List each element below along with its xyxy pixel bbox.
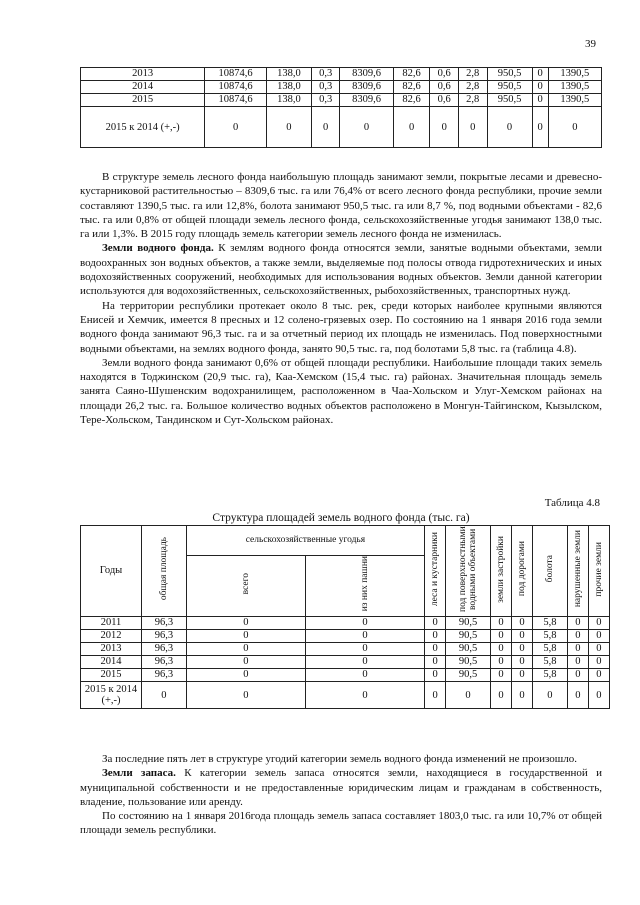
table-cell: 2015 xyxy=(81,669,142,682)
paragraph-rivers: На территории республики протекает около 8 тыс. рек, среди которых наиболее крупными являются Енисей и Хемчик, имеется 8 пресных и 12 солено-грязевых озер. По состоянию на 1 января 2016 года земли водного фонда занимают 96,3 тыс. га и за отчетный период их площадь не изменилась. Под поверхностными водными объектами, на землях водного фонда, занято 90,5 тыс. га, под болотами 5,8 тыс. га (таблица 4.8). xyxy=(80,299,602,355)
table-cell: 0 xyxy=(588,630,609,643)
table-cell: 8309,6 xyxy=(340,94,393,107)
table-cell: 96,3 xyxy=(142,656,187,669)
table-cell: 0 xyxy=(393,107,430,148)
table-cell: 0 xyxy=(512,669,533,682)
table-cell: 0 xyxy=(266,107,311,148)
table-cell: 0 xyxy=(305,669,424,682)
table-cell: 0 xyxy=(567,643,588,656)
table-row xyxy=(81,656,610,669)
header-swamps-text: болота xyxy=(544,555,555,583)
table-cell: 950,5 xyxy=(487,94,532,107)
paragraph-reserve-definition xyxy=(80,766,602,809)
table-cell: 82,6 xyxy=(393,94,430,107)
table-row xyxy=(81,643,610,656)
table-cell: 10874,6 xyxy=(205,94,267,107)
table-cell: 0,3 xyxy=(311,94,340,107)
header-total-text: общая площадь xyxy=(158,537,169,601)
table-cell: 90,5 xyxy=(446,669,491,682)
table-cell: 5,8 xyxy=(533,630,568,643)
table-cell: 0 xyxy=(425,682,446,709)
table-cell: 0 xyxy=(567,682,588,709)
table-cell: 0 xyxy=(490,669,511,682)
table-cell: 0 xyxy=(588,669,609,682)
table-cell: 0 xyxy=(567,617,588,630)
header-other xyxy=(588,526,609,617)
table-cell: 2013 xyxy=(81,68,205,81)
table-cell: 96,3 xyxy=(142,617,187,630)
table-cell: 0 xyxy=(588,643,609,656)
table-cell: 0 xyxy=(487,107,532,148)
header-disturbed-text: нарушенные земли xyxy=(572,530,583,608)
table-cell: 10874,6 xyxy=(205,81,267,94)
table-cell: 0 xyxy=(186,643,305,656)
table-cell: 0 xyxy=(186,656,305,669)
table-row xyxy=(81,94,602,107)
table-row xyxy=(81,68,602,81)
heading-reserve-lands: Земли запаса. xyxy=(102,767,176,780)
table-cell: 96,3 xyxy=(142,630,187,643)
header-surface-water xyxy=(446,526,491,617)
table-cell: 0 xyxy=(425,630,446,643)
table-cell: 0 xyxy=(446,682,491,709)
table-row xyxy=(81,630,610,643)
table-cell: 8309,6 xyxy=(340,81,393,94)
table-cell: 0 xyxy=(532,107,548,148)
table-cell: 0 xyxy=(567,656,588,669)
table-cell: 2,8 xyxy=(458,94,487,107)
table-cell: 0 xyxy=(305,656,424,669)
table-cell: 0 xyxy=(490,617,511,630)
table-cell: 0 xyxy=(340,107,393,148)
table-cell: 8309,6 xyxy=(340,68,393,81)
header-agri-all xyxy=(186,555,305,616)
table-cell: 2,8 xyxy=(458,68,487,81)
table-cell: 82,6 xyxy=(393,81,430,94)
table-cell: 0 xyxy=(425,656,446,669)
table-cell: 0 xyxy=(425,617,446,630)
header-roads-text: под дорогами xyxy=(517,541,528,597)
reserve-definition-text: К категории земель запаса относятся земли, находящиеся в государственной и муниципальной собственности и не предоставленные юридическим лицам и гражданам в собственность, владение, пользование или аренду. xyxy=(80,767,602,808)
table-cell: 0 xyxy=(186,669,305,682)
table-cell: 2012 xyxy=(81,630,142,643)
table-cell: 5,8 xyxy=(533,643,568,656)
table-cell: 0 xyxy=(186,617,305,630)
table-cell: 0,6 xyxy=(430,68,459,81)
forest-fund-table-body xyxy=(81,68,602,148)
table-cell: 138,0 xyxy=(266,94,311,107)
table-cell: 0 xyxy=(490,630,511,643)
table-cell: 90,5 xyxy=(446,630,491,643)
header-total xyxy=(142,526,187,617)
table-cell: 0 xyxy=(490,656,511,669)
header-buildings-text: земли застройки xyxy=(495,535,506,603)
table-cell: 0,3 xyxy=(311,81,340,94)
table-cell: 0 xyxy=(142,682,187,709)
table-cell: 10874,6 xyxy=(205,68,267,81)
table-cell: 0,6 xyxy=(430,81,459,94)
table-cell: 90,5 xyxy=(446,656,491,669)
table-cell: 0 xyxy=(205,107,267,148)
header-surface-water-text: под поверхностными водными объектами xyxy=(458,526,479,612)
paragraph-no-changes: За последние пять лет в структуре угодий категории земель водного фонда изменений не произошло. xyxy=(102,753,577,765)
table-cell: 950,5 xyxy=(487,81,532,94)
table-cell: 0 xyxy=(490,643,511,656)
table-cell: 0 xyxy=(311,107,340,148)
table-cell: 0 xyxy=(532,94,548,107)
table-row xyxy=(81,107,602,148)
table-title xyxy=(80,512,602,524)
table-cell: 0 xyxy=(430,107,459,148)
table-cell: 0 xyxy=(186,682,305,709)
table-cell: 2015 xyxy=(81,94,205,107)
table-cell: 0 xyxy=(512,643,533,656)
paragraph-water-fund-share: Земли водного фонда занимают 0,6% от общей площади республики. Наибольшие площади таких земель находятся в Тоджинском (20,9 тыс. га), Каа-Хемском (15,4 тыс. га) районах. Значительная площадь земель занята Саяно-Шушенским водохранилищем, расположенном в Чаа-Хольском и Улуг-Хемском районах на площади 26,2 тыс. га. Большое количество водных объектов расположено в Монгун-Тайгинском, Кызылском, Тере-Хольском, Тандинском и Сут-Хольском районах. xyxy=(80,356,602,427)
table-cell: 0 xyxy=(490,682,511,709)
paragraph-reserve-area: По состоянию на 1 января 2016года площадь земель запаса составляет 1803,0 тыс. га или 10,7% от общей площади земель республики. xyxy=(80,810,602,837)
reserve-lands-section xyxy=(80,752,602,838)
table-cell: 0 xyxy=(512,630,533,643)
table-cell: 0 xyxy=(512,656,533,669)
table-row xyxy=(81,682,610,709)
table-cell: 82,6 xyxy=(393,68,430,81)
table-cell: 0 xyxy=(186,630,305,643)
table-cell: 0 xyxy=(425,643,446,656)
table-cell: 0 xyxy=(532,68,548,81)
table-cell: 0 xyxy=(512,682,533,709)
table-cell: 0 xyxy=(425,669,446,682)
table-cell: 138,0 xyxy=(266,68,311,81)
water-fund-definition-text: К землям водного фонда относятся земли, занятые водными объектами, земли водоохранных зон водных объектов, а также земли, выделяемые под полосы отвода гидротехнических и иных водохозяйственных сооружений, необходимых для использования водных объектов. Земли данной категории используются для водохозяйственных, сельскохозяйственных, рыбохозяйственных, транспортных нужд. xyxy=(80,242,602,298)
table-cell: 0 xyxy=(305,617,424,630)
water-fund-table-body xyxy=(81,617,610,709)
table-caption: Таблица 4.8 xyxy=(544,497,600,509)
header-other-text: прочие земли xyxy=(593,541,604,597)
table-cell: 96,3 xyxy=(142,643,187,656)
forest-fund-table xyxy=(80,67,602,148)
table-cell: 1390,5 xyxy=(548,94,601,107)
paragraph-water-fund-definition xyxy=(80,241,602,298)
paragraph-forest-structure: В структуре земель лесного фонда наибольшую площадь занимают земли, покрытые лесами и древесно-кустарниковой растительностью – 8309,6 тыс. га или 76,4% от всего лесного фонда республики, прочие земли составляют 1390,5 тыс. га или 12,8%, болота занимают 950,5 тыс. га или 8,7 %, под водными объектами - 82,6 тыс. га или 0,8% от общей площади земель лесного фонда, сельскохозяйственные угодья занимают 138,0 тыс. га или 1,3%. В 2015 году площадь земель категории земель лесного фонда не изменилась. xyxy=(80,171,602,241)
table-cell: 2013 xyxy=(81,643,142,656)
table-cell: 2015 к 2014 (+,-) xyxy=(81,107,205,148)
table-cell: 1390,5 xyxy=(548,81,601,94)
table-cell: 2014 xyxy=(81,656,142,669)
table-cell: 0,6 xyxy=(430,94,459,107)
table-cell: 0 xyxy=(588,682,609,709)
table-cell: 2015 к 2014 (+,-) xyxy=(81,682,142,709)
table-cell: 90,5 xyxy=(446,617,491,630)
header-agri-all-text: всего xyxy=(240,573,251,595)
water-fund-table xyxy=(80,525,610,709)
table-cell: 0 xyxy=(305,643,424,656)
table-cell: 0 xyxy=(305,682,424,709)
header-swamps xyxy=(533,526,568,617)
header-forest xyxy=(425,526,446,617)
header-forest-text: леса и кустарники xyxy=(430,531,441,607)
table-cell: 0 xyxy=(548,107,601,148)
table-cell: 0,3 xyxy=(311,68,340,81)
table-cell: 96,3 xyxy=(142,669,187,682)
table-cell: 2,8 xyxy=(458,81,487,94)
header-roads xyxy=(512,526,533,617)
header-agri: сельскохозяйственные угодья xyxy=(186,526,424,556)
table-cell: 0 xyxy=(305,630,424,643)
table-row xyxy=(81,669,610,682)
header-buildings xyxy=(490,526,511,617)
header-disturbed xyxy=(567,526,588,617)
table-cell: 0 xyxy=(588,617,609,630)
table-cell: 90,5 xyxy=(446,643,491,656)
table-row xyxy=(81,81,602,94)
heading-water-fund: Земли водного фонда. xyxy=(102,242,214,255)
table-cell: 0 xyxy=(588,656,609,669)
table-title-text: Структура площадей земель водного фонда (тыс. га) xyxy=(212,512,470,524)
table-cell: 138,0 xyxy=(266,81,311,94)
table-cell: 0 xyxy=(458,107,487,148)
forest-fund-paragraph xyxy=(80,170,602,427)
table-cell: 0 xyxy=(532,81,548,94)
table-cell: 0 xyxy=(512,617,533,630)
table-cell: 2011 xyxy=(81,617,142,630)
table-row xyxy=(81,617,610,630)
table-cell: 0 xyxy=(567,669,588,682)
table-cell: 2014 xyxy=(81,81,205,94)
header-agri-arable xyxy=(305,555,424,616)
table-cell: 5,8 xyxy=(533,669,568,682)
header-agri-arable-text: из них пашни xyxy=(360,556,371,612)
table-cell: 5,8 xyxy=(533,617,568,630)
table-cell: 1390,5 xyxy=(548,68,601,81)
page-number: 39 xyxy=(585,38,596,50)
header-years: Годы xyxy=(81,526,142,617)
table-cell: 950,5 xyxy=(487,68,532,81)
table-cell: 0 xyxy=(567,630,588,643)
table-cell: 5,8 xyxy=(533,656,568,669)
table-cell: 0 xyxy=(533,682,568,709)
